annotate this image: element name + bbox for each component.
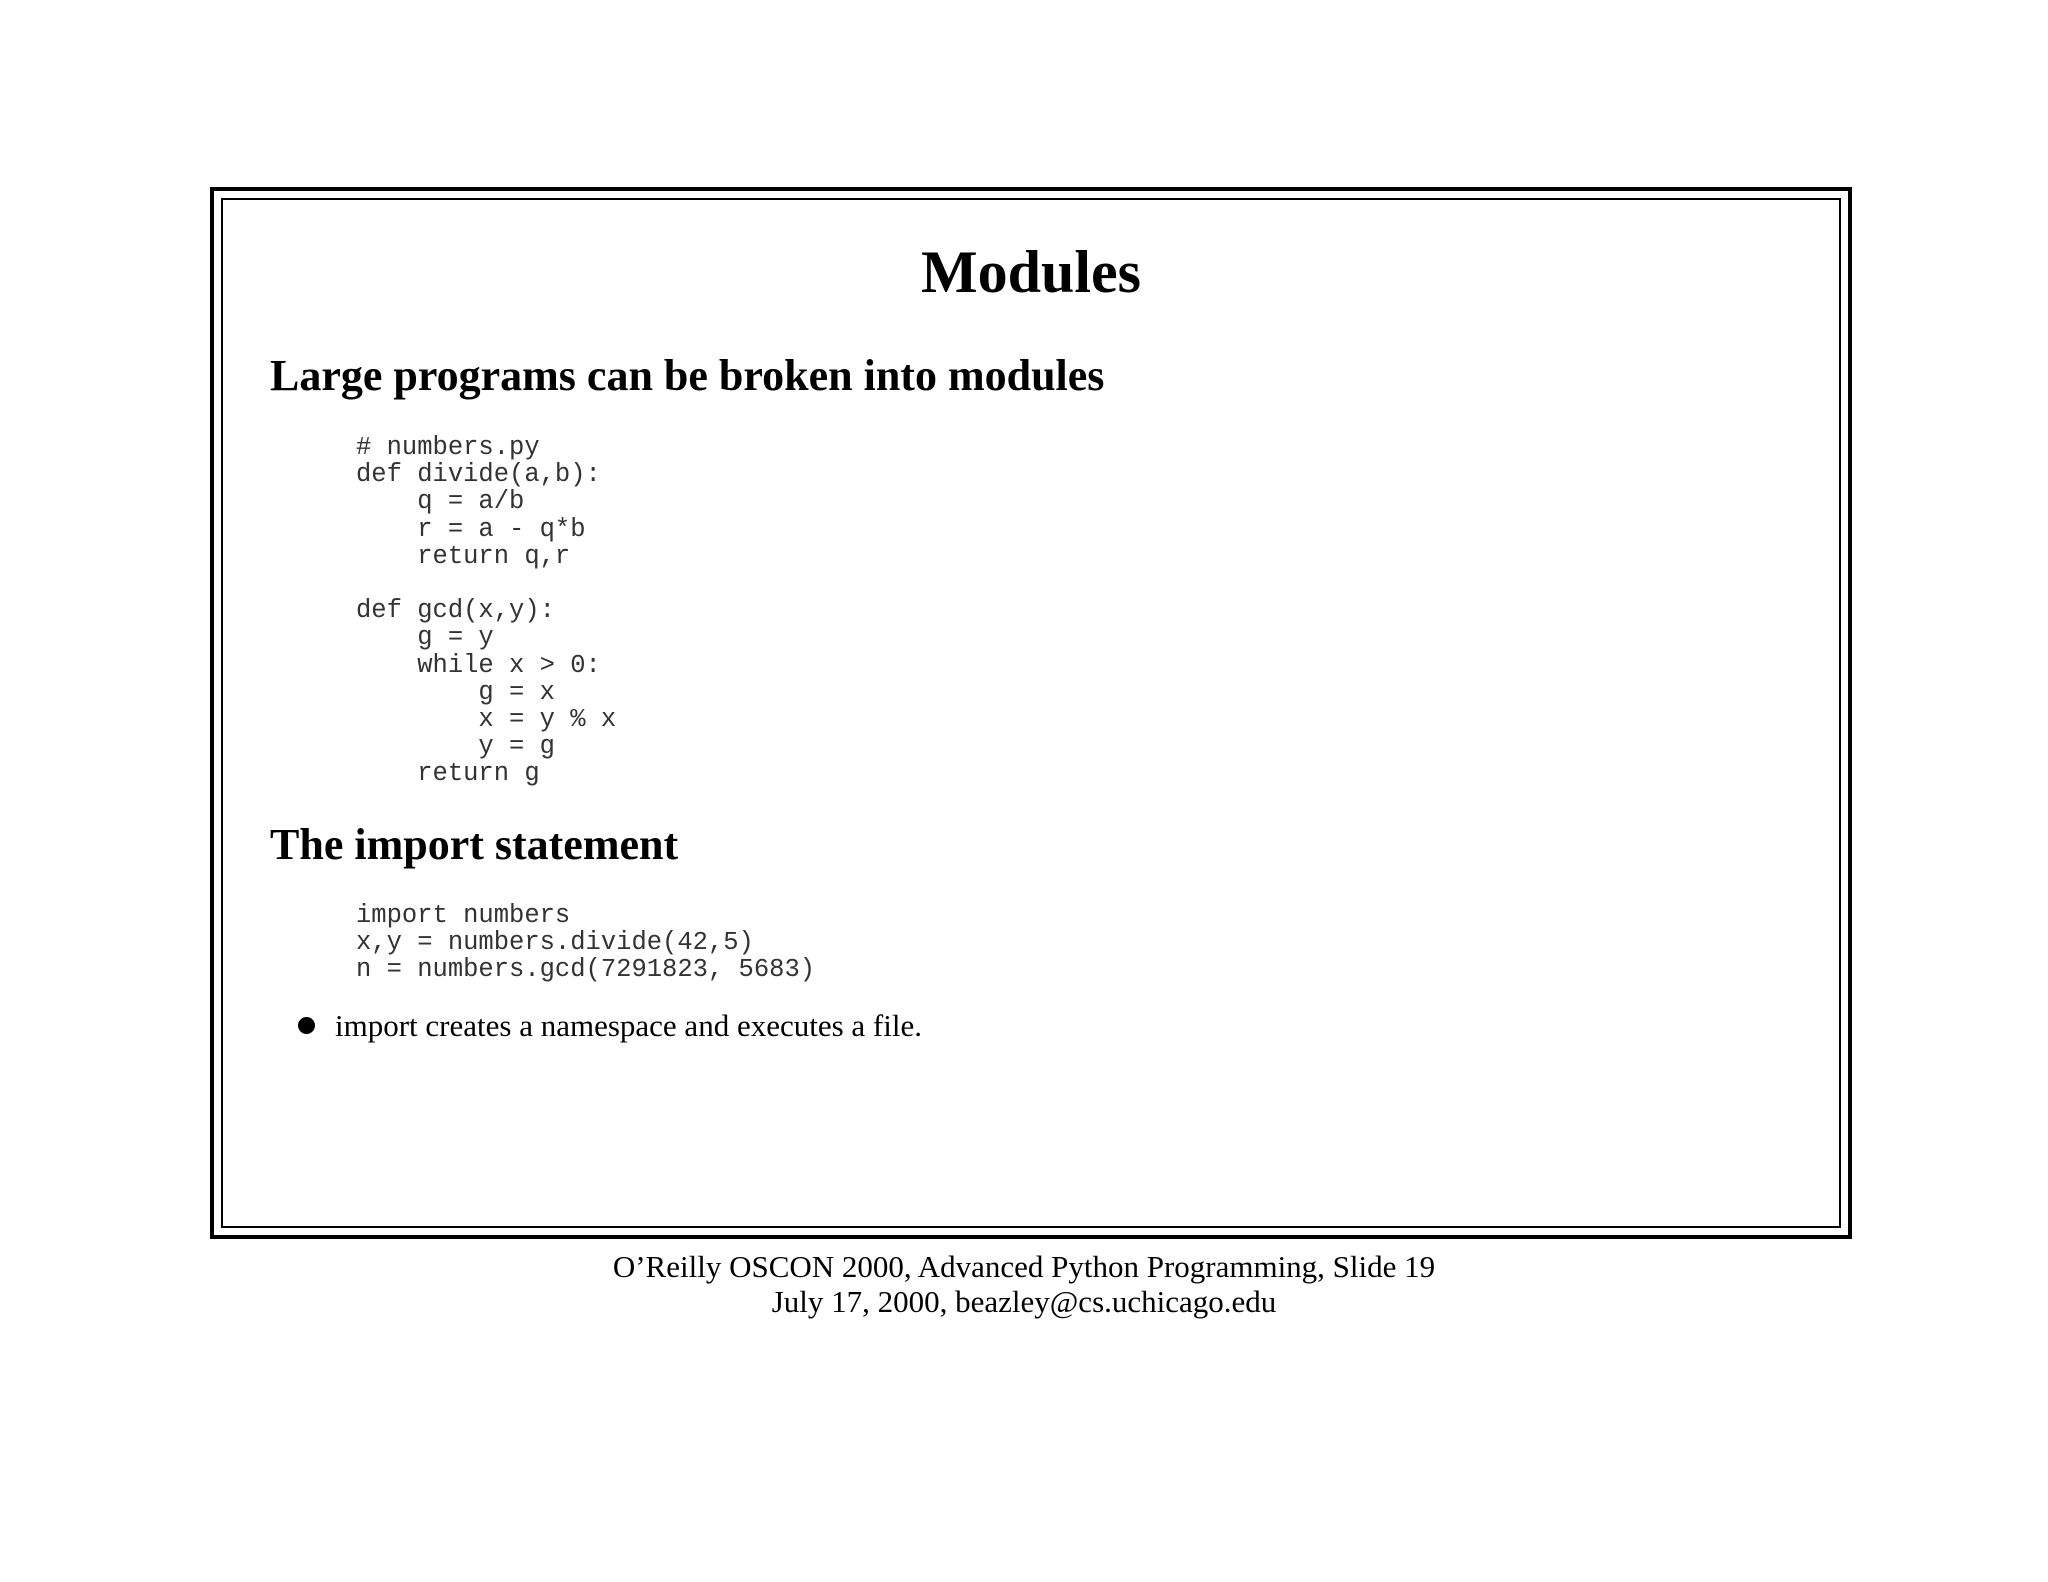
slide-title: Modules [920, 239, 1142, 305]
section-heading-import: The import statement [270, 820, 679, 869]
section-heading-modules: Large programs can be broken into modules [270, 351, 1105, 400]
footer-line-date-contact: July 17, 2000, beazley@cs.uchicago.edu [771, 1284, 1277, 1319]
code-block-import: import numbers x,y = numbers.divide(42,5) n = numbers.gcd(7291823, 5683) [356, 901, 816, 985]
code-block-numbers: # numbers.py def divide(a,b): q = a/b r = a - q*b return q,r def gcd(x,y): g = y while x > 0: g = x x = y % x y = g return g [356, 433, 617, 789]
slide-frame [210, 187, 1852, 1239]
footer-line-event: O’Reilly OSCON 2000, Advanced Python Programming, Slide 19 [612, 1249, 1436, 1284]
bullet-item [298, 1010, 922, 1041]
bullet-text: import creates a namespace and executes a file. [335, 1008, 922, 1043]
slide-footer [0, 1249, 2048, 1319]
slide-content [221, 198, 1841, 1228]
bullet-icon [298, 1017, 315, 1034]
